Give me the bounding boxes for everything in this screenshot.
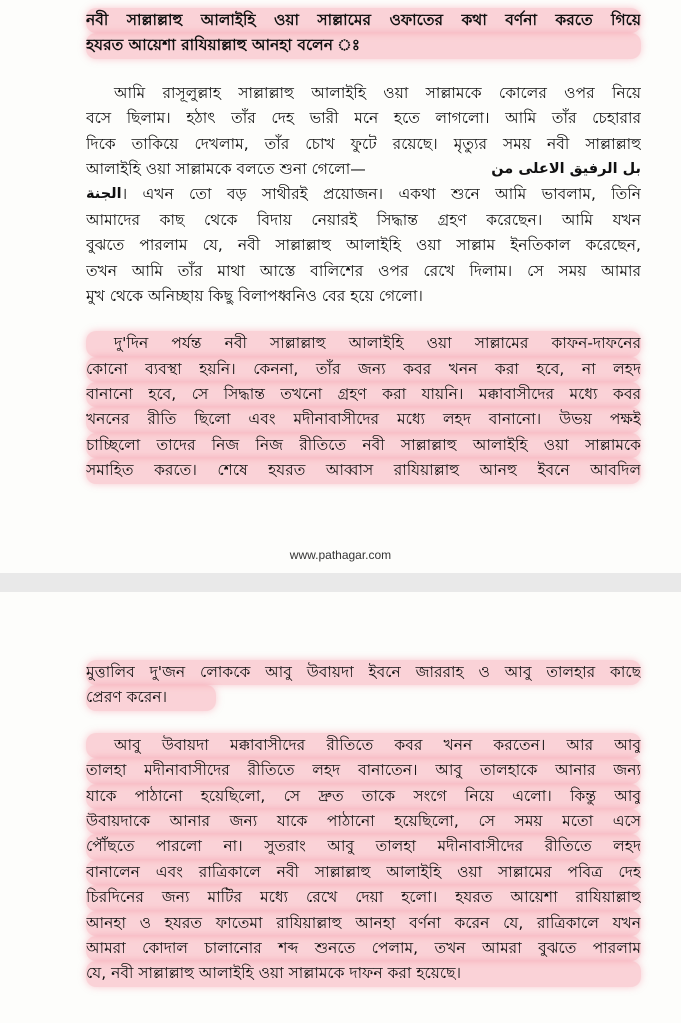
- text-line: আমরা কোদাল চালানোর শব্দ শুনতে পেলাম, তখন আমরা বুঝতে পারলাম: [86, 936, 641, 961]
- text-line: প্রেরণ করেন।: [86, 685, 216, 710]
- text-line-with-arabic: [86, 182, 641, 207]
- text-line: আনহা ও হযরত ফাতেমা রাযিয়াল্লাহু আনহা বর্ণনা করেন যে, রাত্রিকালে যখন: [86, 911, 641, 936]
- paragraph-4-highlighted: [86, 733, 641, 987]
- arabic-phrase: الجنة: [86, 186, 122, 203]
- heading-paragraph: [86, 8, 641, 59]
- text-line: তালহা মদীনাবাসীদের রীতিতে লহদ বানাতেন। আবু তালহাকে আনার জন্য: [86, 758, 641, 783]
- text-line: বানানো হবে, সে সিদ্ধান্ত তখনো গ্রহণ করা যায়নি। মক্কাবাসীদের মধ্যে কবর: [86, 382, 641, 407]
- text-line: আমি রাসূলুল্লাহ সাল্লাল্লাহু আলাইহি ওয়া সাল্লামকে কোলের ওপর নিয়ে: [114, 83, 641, 102]
- text-line: দু'দিন পর্যন্ত নবী সাল্লাল্লাহু আলাইহি ওয়া সাল্লামের কাফন-দাফনের: [86, 331, 641, 356]
- text-line: কোনো ব্যবস্থা হয়নি। কেননা, তাঁর জন্য কবর খনন করা হবে, না লহদ: [86, 357, 641, 382]
- heading-line-1: নবী সাল্লাল্লাহু আলাইহি ওয়া সাল্লামের ওফাতের কথা বর্ণনা করতে গিয়ে: [86, 8, 641, 33]
- source-url: www.pathagar.com: [289, 548, 392, 562]
- text-line: খননের রীতি ছিলো এবং মদীনাবাসীদের মধ্যে লহদ বানানো। উভয় পক্ষই: [86, 407, 641, 432]
- text-line: আমাদের কাছ থেকে বিদায় নেয়ারই সিদ্ধান্ত গ্রহণ করেছেন। আমি যখন: [86, 210, 641, 229]
- text-line: চাচ্ছিলো তাদের নিজ নিজ রীতিতে নবী সাল্লাল্লাহু আলাইহি ওয়া সাল্লামকে: [86, 433, 641, 458]
- text-line: বসে ছিলাম। হঠাৎ তাঁর দেহ ভারী মনে হতে লাগলো। আমি তাঁর চেহারার: [86, 109, 641, 128]
- text-line: মুখ থেকে অনিচ্ছায় কিছু বিলাপধ্বনিও বের হয়ে গেলো।: [86, 286, 423, 305]
- arabic-phrase: بل الرفيق الاعلى من: [491, 160, 641, 177]
- text-line: চিরদিনের জন্য মাটির মধ্যে রেখে দেয়া হলো। হযরত আয়েশা রাযিয়াল্লাহু: [86, 885, 641, 910]
- paragraph-2-highlighted: [86, 331, 641, 483]
- text-line: আবু উবায়দা মক্কাবাসীদের রীতিতে কবর খনন করতেন। আর আবু: [86, 733, 641, 758]
- text-line-with-arabic: [86, 157, 641, 182]
- paragraph-3-highlighted: [86, 660, 641, 711]
- text-line: বুঝতে পারলাম যে, নবী সাল্লাল্লাহু আলাইহি ওয়া সাল্লাম ইনতিকাল করেছেন,: [86, 236, 641, 255]
- text-line: যাকে পাঠানো হয়েছিলো, সে দ্রুত তাকে সংগে নিয়ে এলো। কিন্তু আবু: [86, 784, 641, 809]
- page-bottom: [0, 592, 681, 1023]
- text-line: মুত্তালিব দু'জন লোককে আবু উবায়দা ইবনে জাররাহ ও আবু তালহার কাছে: [86, 660, 641, 685]
- text-line: বানালেন এবং রাত্রিকালে নবী সাল্লাল্লাহু আলাইহি ওয়া সাল্লামের পবিত্র দেহ: [86, 860, 641, 885]
- paragraph-1: [86, 81, 641, 310]
- text-line: যে, নবী সাল্লাল্লাহু আলাইহি ওয়া সাল্লামকে দাফন করা হয়েছে।: [86, 961, 641, 986]
- text-line: উবায়দাকে আনার জন্য যাকে পাঠানো হয়েছিলো, সে সময় মতো এসে: [86, 809, 641, 834]
- heading-line-2: হযরত আয়েশা রাযিয়াল্লাহু আনহা বলেন ঃ: [86, 33, 641, 58]
- text-line: তখন আমি তাঁর মাথা আস্তে বালিশের ওপর রেখে দিলাম। সে সময় আমার: [86, 261, 641, 280]
- text-segment: । এখন তো বড় সাথীরই প্রয়োজন। একথা শুনে আমি ভাবলাম, তিনি: [121, 185, 641, 204]
- text-line: সমাহিত করতে। শেষে হযরত আব্বাস রাযিয়াল্লাহু আনহু ইবনে আবদিল: [86, 458, 641, 483]
- text-line: দিকে তাকিয়ে দেখলাম, তাঁর চোখ ফুটে রয়েছে। মৃত্যুর সময় নবী সাল্লাল্লাহু: [86, 134, 641, 153]
- text-segment: আলাইহি ওয়া সাল্লামকে বলতে শুনা গেলো—: [86, 159, 366, 178]
- text-line: পৌঁছতে পারলো না। সুতরাং আবু তালহা মদীনাবাসীদের রীতিতে লহদ: [86, 834, 641, 859]
